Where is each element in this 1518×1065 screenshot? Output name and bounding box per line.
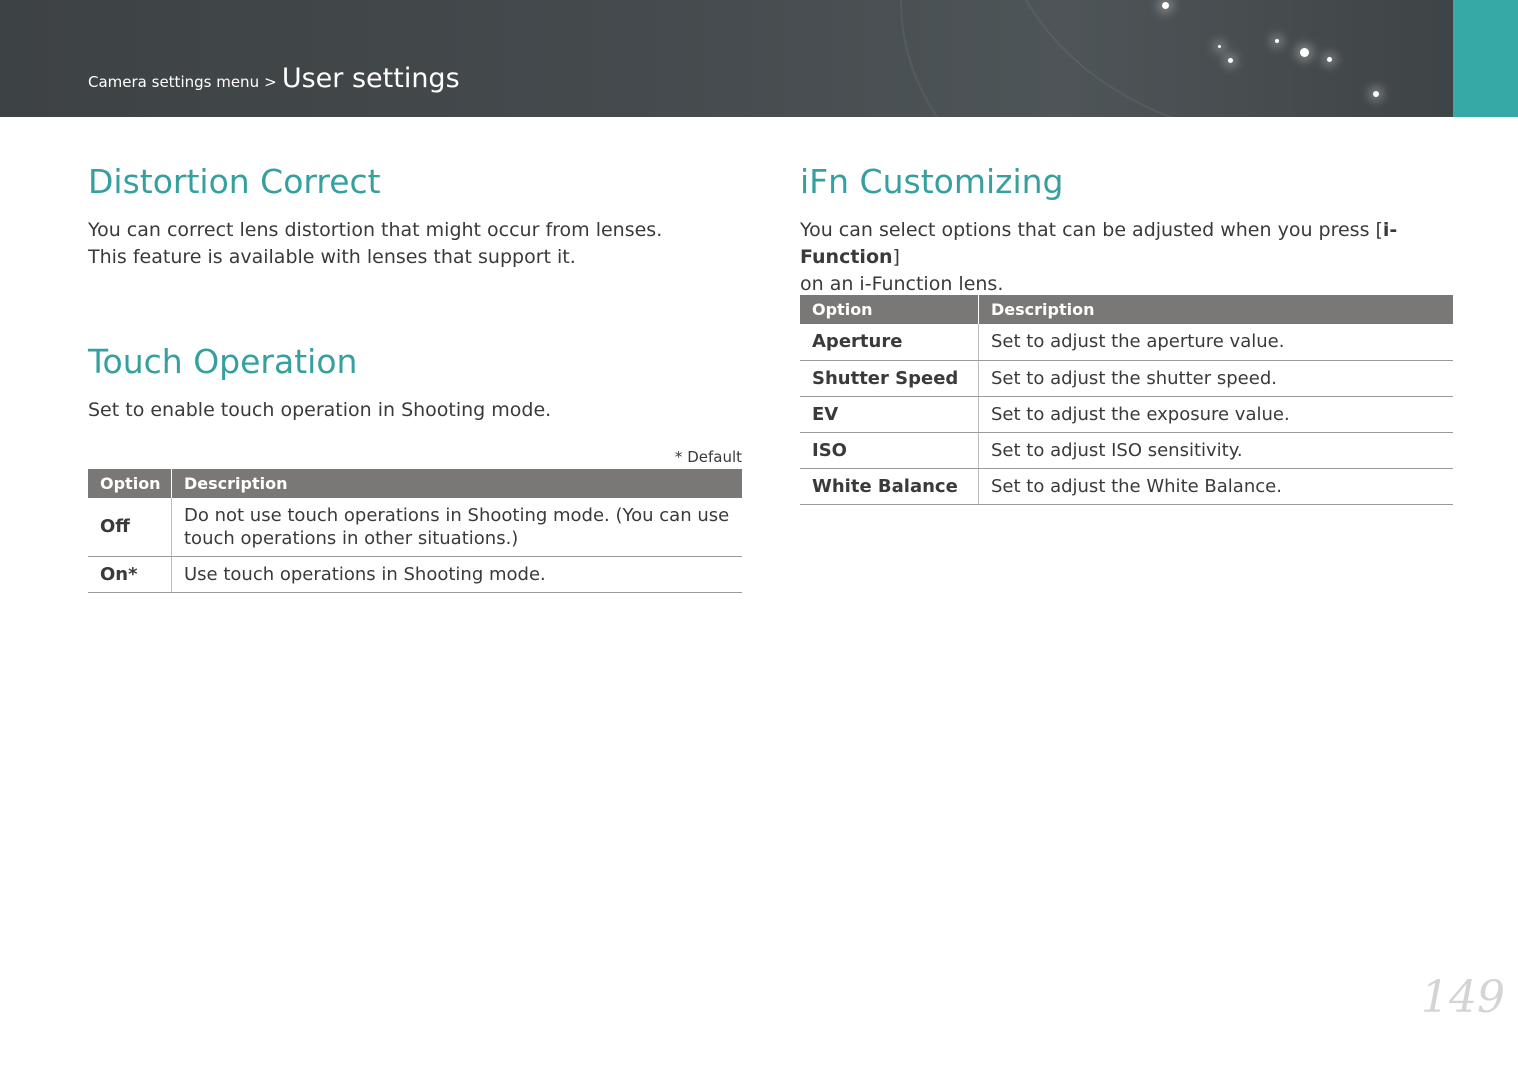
option-cell: Aperture (800, 324, 979, 360)
column-header-option: Option (800, 295, 979, 324)
ifn-text-before: You can select options that can be adjusted when you press [ (800, 219, 1383, 241)
table-row (88, 556, 742, 592)
column-header-description: Description (172, 469, 743, 498)
table-row (88, 498, 742, 556)
description-cell: Do not use touch operations in Shooting mode. (You can use touch operations in other situations.) (172, 498, 743, 556)
table-row (800, 324, 1453, 360)
column-header-description: Description (979, 295, 1454, 324)
default-note: * Default (674, 448, 742, 466)
i-function-button-label: i-Function (800, 219, 1398, 268)
breadcrumb-separator: > (264, 73, 277, 91)
touch-operation-heading: Touch Operation (88, 342, 358, 381)
light-dot-decoration (1275, 39, 1279, 43)
light-dot-decoration (1218, 45, 1221, 48)
description-cell: Set to adjust the shutter speed. (979, 360, 1454, 396)
description-cell: Use touch operations in Shooting mode. (172, 556, 743, 592)
breadcrumb (88, 63, 460, 94)
light-dot-decoration (1228, 58, 1233, 63)
option-cell: Shutter Speed (800, 360, 979, 396)
table-row (800, 360, 1453, 396)
description-cell: Set to adjust the White Balance. (979, 468, 1454, 504)
touch-operation-table (88, 469, 742, 593)
light-dot-decoration (1300, 48, 1309, 57)
ifn-options-table (800, 295, 1453, 505)
distortion-line-2: This feature is available with lenses that support it. (88, 246, 576, 268)
chapter-tab (1453, 0, 1518, 117)
touch-operation-description: Set to enable touch operation in Shooting mode. (88, 399, 552, 421)
table-row (800, 396, 1453, 432)
table-row (800, 432, 1453, 468)
description-cell: Set to adjust ISO sensitivity. (979, 432, 1454, 468)
distortion-correct-heading: Distortion Correct (88, 162, 381, 201)
description-cell: Set to adjust the aperture value. (979, 324, 1454, 360)
table-row (800, 468, 1453, 504)
distortion-line-1: You can correct lens distortion that might occur from lenses. (88, 219, 663, 241)
option-cell: EV (800, 396, 979, 432)
breadcrumb-current: User settings (281, 63, 460, 94)
table-header-row (800, 295, 1453, 324)
light-dot-decoration (1327, 57, 1332, 62)
ifn-text-after: ] (892, 246, 900, 268)
option-cell: White Balance (800, 468, 979, 504)
column-header-option: Option (88, 469, 172, 498)
option-cell: On* (88, 556, 172, 592)
ifn-line-2: on an i-Function lens. (800, 273, 1004, 295)
table-header-row (88, 469, 742, 498)
ifn-customizing-heading: iFn Customizing (800, 162, 1064, 201)
option-cell: ISO (800, 432, 979, 468)
light-dot-decoration (1162, 2, 1169, 9)
option-cell: Off (88, 498, 172, 556)
ifn-description (800, 217, 1453, 298)
page-header (0, 0, 1518, 117)
distortion-description (88, 217, 662, 271)
page-number: 149 (1421, 972, 1505, 1023)
description-cell: Set to adjust the exposure value. (979, 396, 1454, 432)
breadcrumb-parent[interactable]: Camera settings menu (88, 73, 260, 91)
light-dot-decoration (1373, 91, 1379, 97)
